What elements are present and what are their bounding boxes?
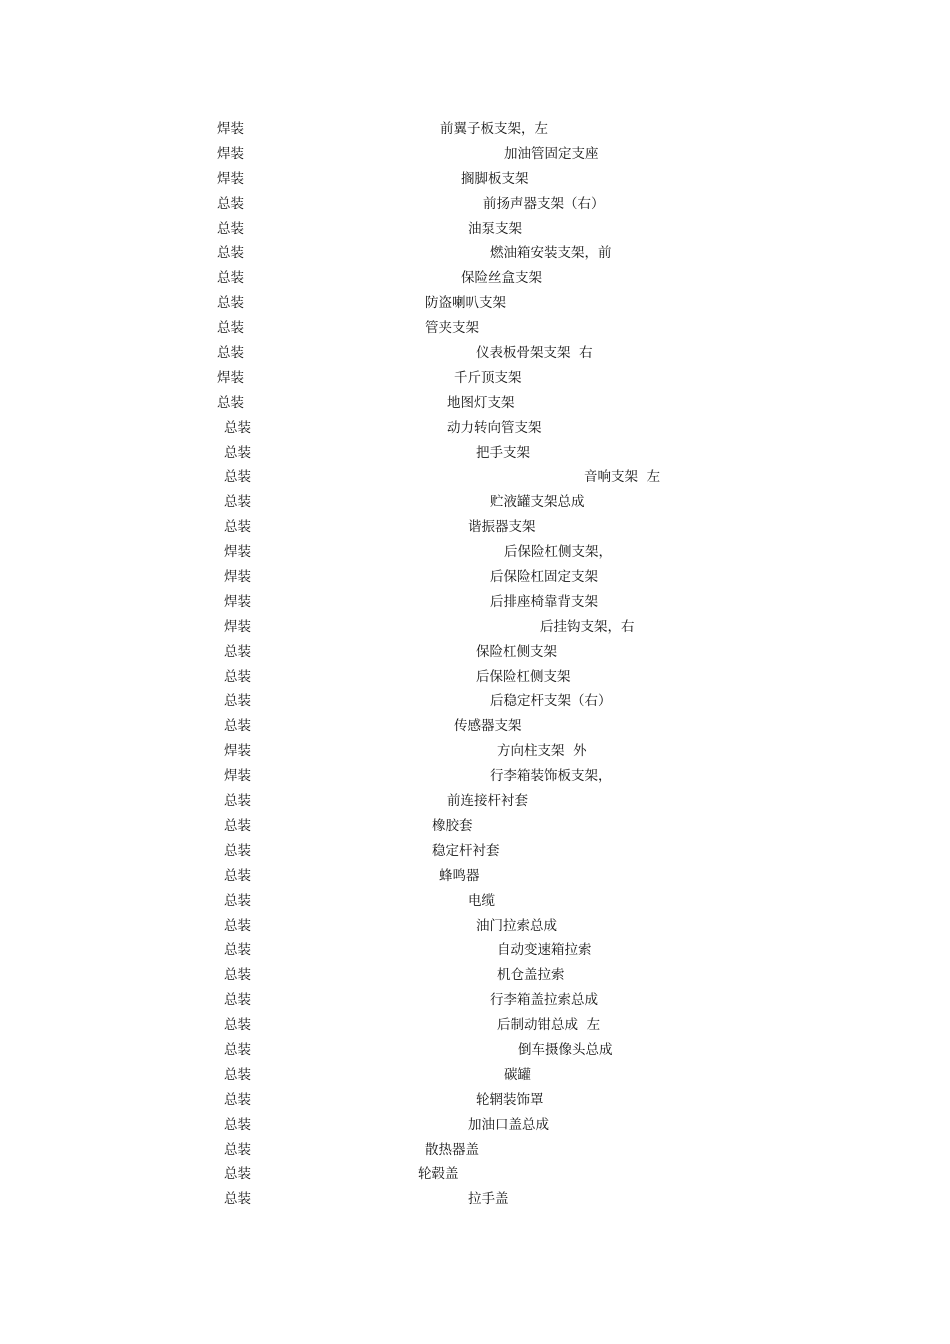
process-category: 总装 [224, 1041, 251, 1058]
part-name: 保险丝盒支架 [461, 270, 542, 287]
part-name: 后排座椅靠背支架 [490, 593, 598, 610]
list-item [0, 839, 950, 864]
list-item [0, 490, 950, 515]
process-category: 焊装 [217, 170, 244, 187]
list-item [0, 416, 950, 441]
part-name: 前扬声器支架（右） [483, 195, 605, 212]
process-category: 总装 [224, 643, 251, 660]
process-category: 总装 [217, 270, 244, 287]
part-name: 防盗喇叭支架 [425, 295, 506, 312]
list-item [0, 938, 950, 963]
list-item [0, 142, 950, 167]
process-category: 总装 [224, 1166, 251, 1183]
list-item [0, 665, 950, 690]
list-item [0, 615, 950, 640]
list-item [0, 1088, 950, 1113]
list-item [0, 988, 950, 1013]
part-name: 加油管固定支座 [504, 145, 599, 162]
process-category: 焊装 [217, 369, 244, 386]
part-name: 自动变速箱拉索 [497, 942, 592, 959]
process-category: 总装 [224, 469, 251, 486]
process-category: 总装 [224, 942, 251, 959]
list-item [0, 217, 950, 242]
list-item [0, 391, 950, 416]
part-name: 行李箱装饰板支架， [490, 768, 612, 785]
part-name: 把手支架 [476, 444, 530, 461]
process-category: 焊装 [217, 121, 244, 137]
process-category: 总装 [224, 892, 251, 909]
part-name: 稳定杆衬套 [432, 842, 500, 859]
process-category: 总装 [224, 494, 251, 511]
part-name: 后保险杠侧支架 [476, 668, 571, 685]
process-category: 焊装 [217, 145, 244, 162]
process-category: 焊装 [224, 544, 251, 561]
part-name: 碳罐 [504, 1066, 531, 1083]
process-category: 总装 [217, 195, 244, 212]
part-name: 千斤顶支架 [454, 369, 522, 386]
list-item [0, 1113, 950, 1138]
process-category: 总装 [224, 693, 251, 710]
part-name: 贮液罐支架总成 [490, 494, 585, 511]
process-category: 总装 [224, 867, 251, 884]
list-item [0, 366, 950, 391]
part-name: 后挂钩支架，右 [540, 618, 635, 635]
list-item [0, 1063, 950, 1088]
process-category: 焊装 [224, 593, 251, 610]
part-name: 后稳定杆支架（右） [490, 693, 612, 710]
part-name: 前翼子板支架，左 [440, 121, 548, 137]
parts-list [0, 117, 950, 1212]
list-item [0, 590, 950, 615]
part-name: 谐振器支架 [468, 519, 536, 536]
part-name: 管夹支架 [425, 320, 479, 337]
part-name: 后制动钳总成 左 [497, 1017, 601, 1034]
part-name: 仪表板骨架支架 右 [476, 345, 593, 362]
process-category: 总装 [224, 967, 251, 984]
list-item [0, 914, 950, 939]
list-item [0, 864, 950, 889]
list-item [0, 316, 950, 341]
part-name: 机仓盖拉索 [497, 967, 565, 984]
part-name: 轮毂盖 [418, 1166, 459, 1183]
process-category: 总装 [224, 718, 251, 735]
list-item [0, 1013, 950, 1038]
part-name: 保险杠侧支架 [476, 643, 557, 660]
process-category: 总装 [224, 1091, 251, 1108]
part-name: 电缆 [468, 892, 495, 909]
list-item [0, 117, 950, 142]
part-name: 橡胶套 [432, 817, 473, 834]
process-category: 焊装 [224, 569, 251, 586]
list-item [0, 889, 950, 914]
list-item [0, 540, 950, 565]
list-item [0, 167, 950, 192]
part-name: 后保险杠侧支架， [504, 544, 612, 561]
part-name: 散热器盖 [425, 1141, 479, 1158]
part-name: 燃油箱安装支架，前 [490, 245, 612, 262]
process-category: 焊装 [224, 618, 251, 635]
part-name: 拉手盖 [468, 1191, 509, 1208]
part-name: 倒车摄像头总成 [518, 1041, 613, 1058]
process-category: 总装 [224, 1141, 251, 1158]
part-name: 蜂鸣器 [439, 867, 480, 884]
list-item [0, 1187, 950, 1212]
part-name: 油门拉索总成 [476, 917, 557, 934]
process-category: 焊装 [224, 768, 251, 785]
process-category: 总装 [217, 345, 244, 362]
list-item [0, 714, 950, 739]
list-item [0, 1138, 950, 1163]
process-category: 总装 [224, 842, 251, 859]
list-item [0, 764, 950, 789]
part-name: 油泵支架 [468, 220, 522, 237]
list-item [0, 515, 950, 540]
process-category: 总装 [217, 320, 244, 337]
process-category: 总装 [224, 917, 251, 934]
list-item [0, 192, 950, 217]
part-name: 传感器支架 [454, 718, 522, 735]
list-item [0, 565, 950, 590]
part-name: 音响支架 左 [584, 469, 661, 486]
process-category: 总装 [224, 793, 251, 810]
list-item [0, 739, 950, 764]
process-category: 总装 [224, 1066, 251, 1083]
process-category: 总装 [217, 295, 244, 312]
process-category: 总装 [217, 394, 244, 411]
part-name: 加油口盖总成 [468, 1116, 549, 1133]
process-category: 总装 [224, 444, 251, 461]
process-category: 总装 [217, 220, 244, 237]
part-name: 方向柱支架 外 [497, 743, 587, 760]
part-name: 前连接杆衬套 [447, 793, 528, 810]
process-category: 总装 [217, 245, 244, 262]
list-item [0, 241, 950, 266]
list-item [0, 814, 950, 839]
process-category: 总装 [224, 992, 251, 1009]
process-category: 总装 [224, 419, 251, 436]
process-category: 焊装 [224, 743, 251, 760]
list-item [0, 689, 950, 714]
list-item [0, 441, 950, 466]
part-name: 行李箱盖拉索总成 [490, 992, 598, 1009]
part-name: 动力转向管支架 [447, 419, 542, 436]
process-category: 总装 [224, 1017, 251, 1034]
list-item [0, 341, 950, 366]
part-name: 轮辋装饰罩 [476, 1091, 544, 1108]
list-item [0, 640, 950, 665]
process-category: 总装 [224, 1116, 251, 1133]
list-item [0, 963, 950, 988]
list-item [0, 1038, 950, 1063]
process-category: 总装 [224, 668, 251, 685]
part-name: 后保险杠固定支架 [490, 569, 598, 586]
process-category: 总装 [224, 817, 251, 834]
part-name: 搁脚板支架 [461, 170, 529, 187]
list-item [0, 789, 950, 814]
list-item [0, 291, 950, 316]
process-category: 总装 [224, 1191, 251, 1208]
list-item [0, 1162, 950, 1187]
process-category: 总装 [224, 519, 251, 536]
list-item [0, 465, 950, 490]
part-name: 地图灯支架 [447, 394, 515, 411]
list-item [0, 266, 950, 291]
